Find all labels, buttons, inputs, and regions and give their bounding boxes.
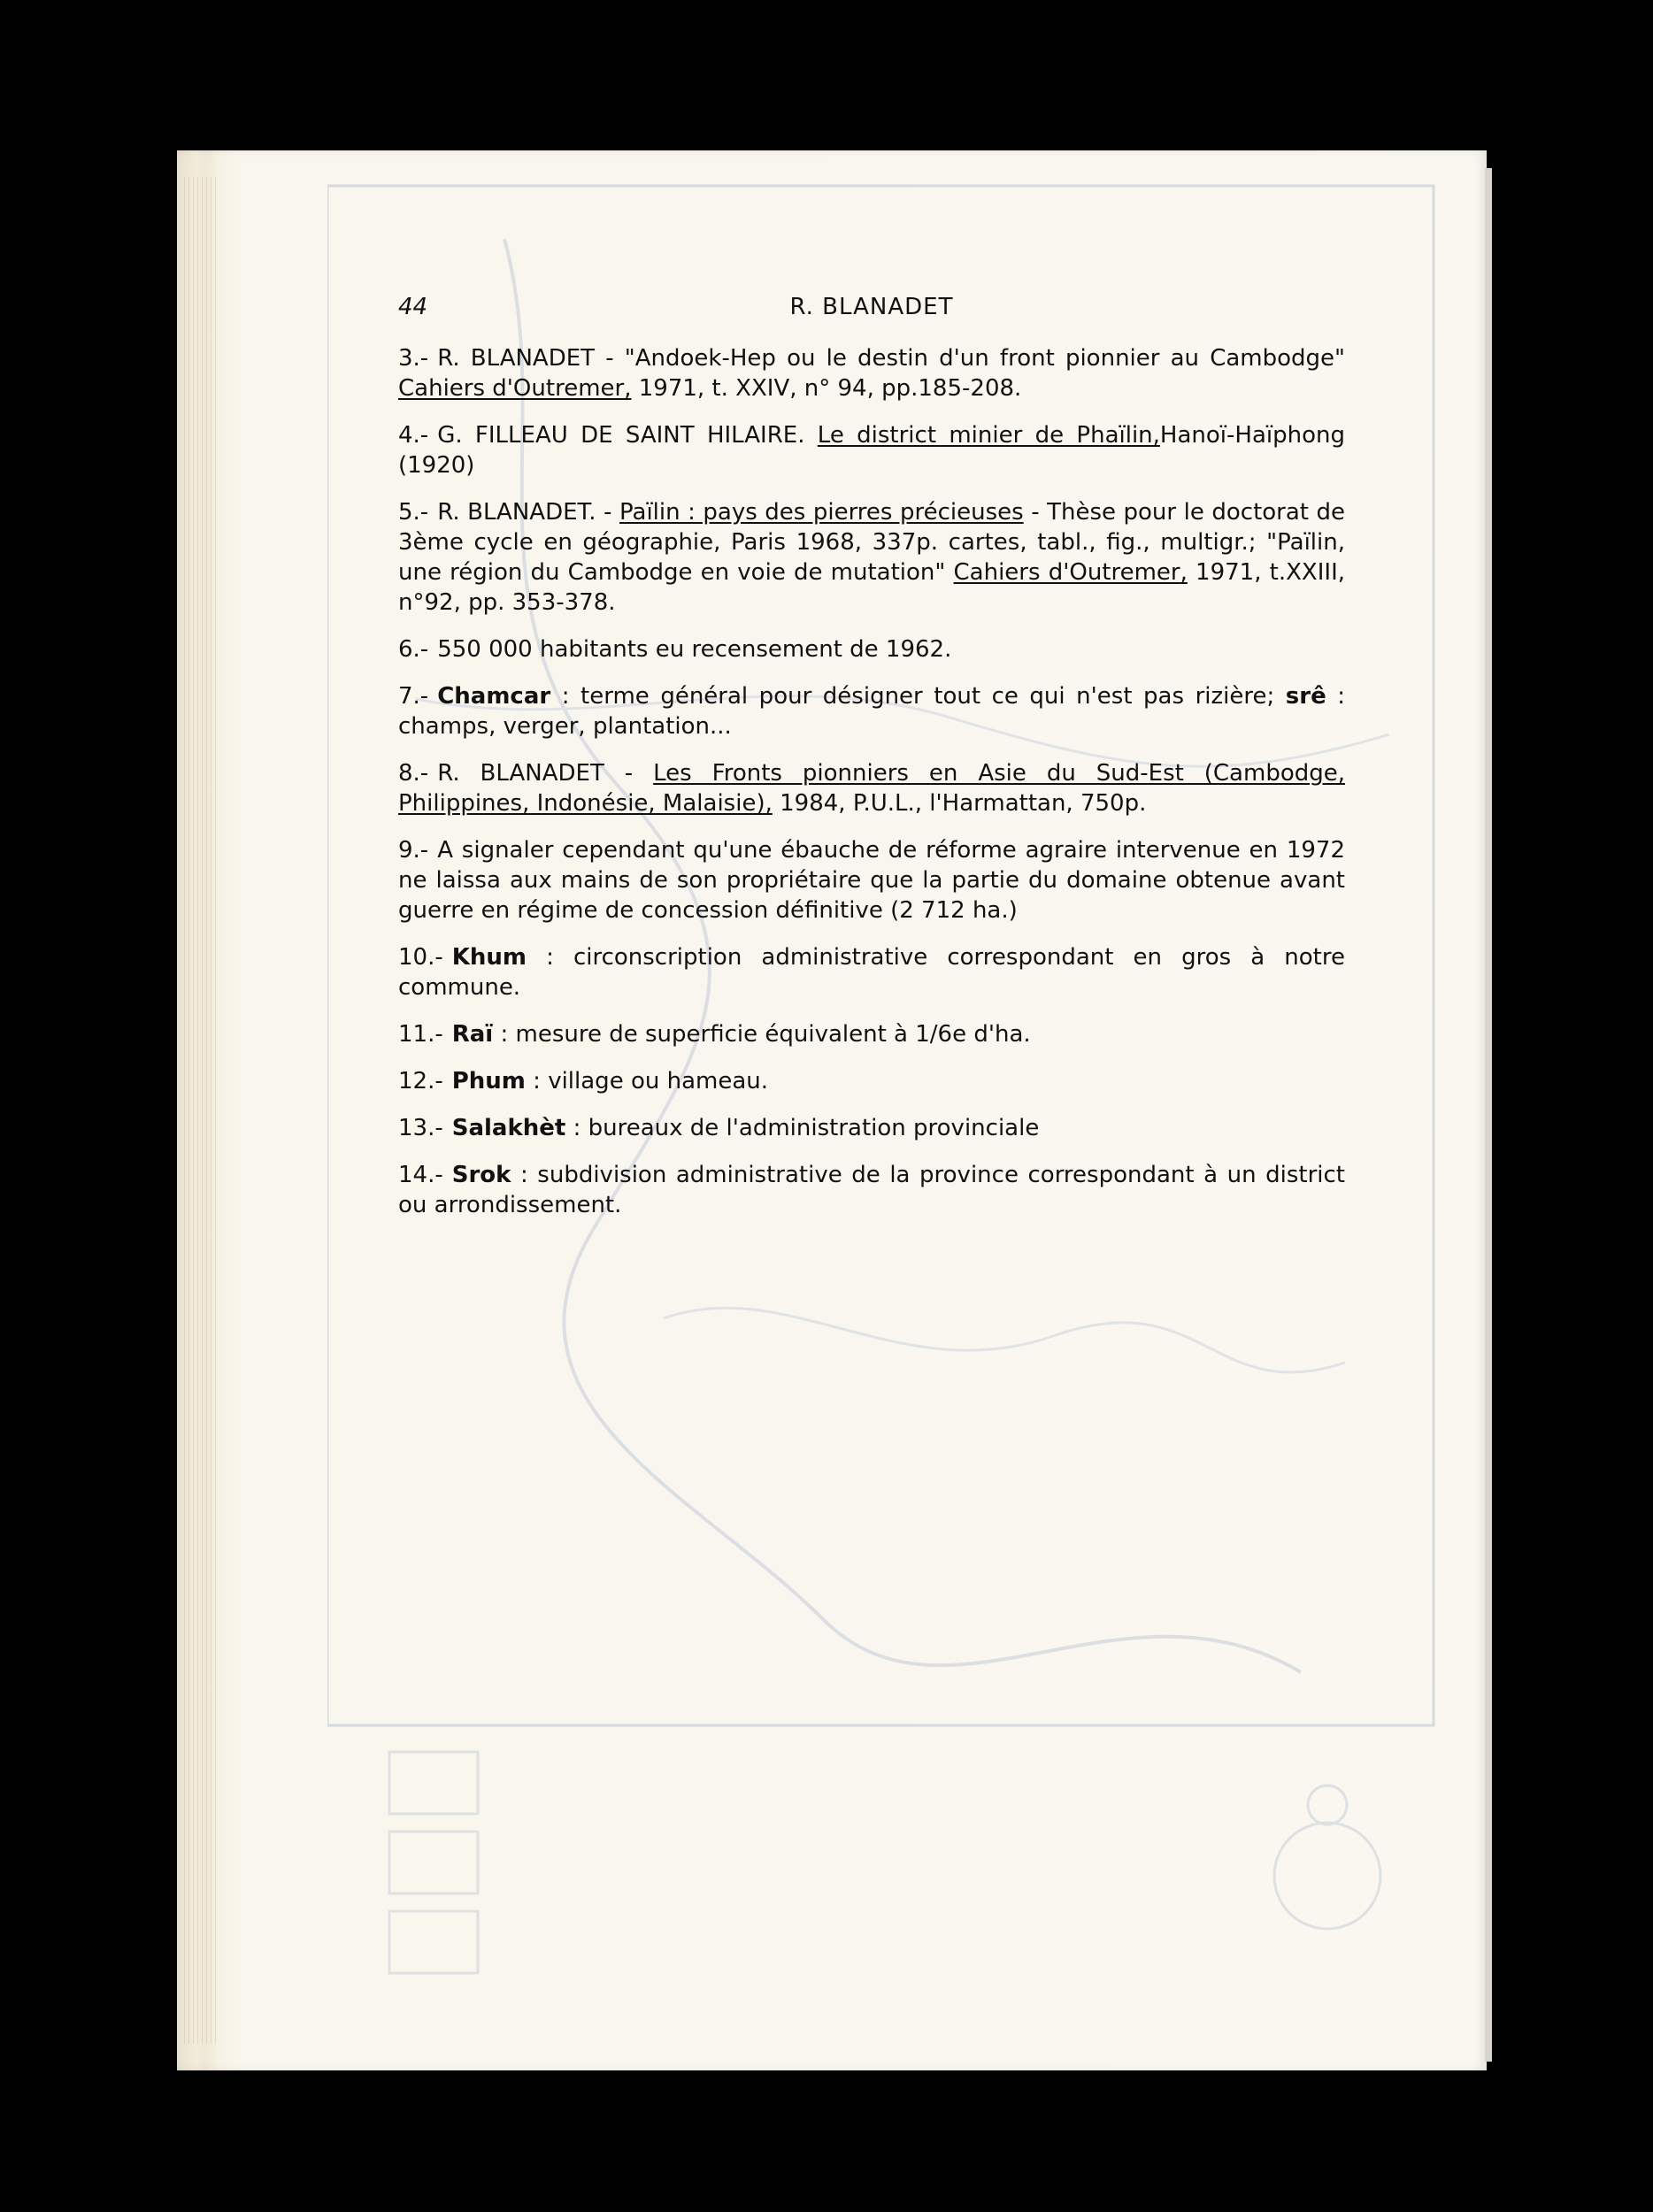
note-text: R. BLANADET - "Andoek-Hep ou le destin d'un front pionnier au Cambodge" [437,345,1345,372]
note-text: : mesure de superficie équivalent à 1/6e d'ha. [493,1021,1031,1048]
note-text: 1984, P.U.L., l'Harmattan, 750p. [772,790,1147,817]
note-4 [398,420,1345,480]
note-citation-title: Cahiers d'Outremer, [398,375,632,402]
note-number: 4.- [398,422,429,449]
note-7 [398,681,1345,741]
note-text: R. BLANADET. - [437,499,619,526]
page-number: 44 [398,294,428,320]
note-3 [398,343,1345,403]
note-11 [398,1019,1345,1049]
note-9 [398,835,1345,926]
note-10 [398,942,1345,1002]
note-text: - Thèse pour le doctorat de 3ème cycle en géographie, Paris 1968, 337p. cartes, tabl., fig., multigr.; "Païlin, une région du Cambodge en voie de mutation" [398,499,1346,586]
note-text: G. FILLEAU DE SAINT HILAIRE. [437,422,818,449]
note-5 [398,497,1345,618]
note-14 [398,1160,1345,1220]
note-6 [398,634,1345,664]
note-text: : subdivision administrative de la province correspondant à un district ou arrondissement. [398,1162,1345,1218]
note-text: 1971, t. XXIV, n° 94, pp.185-208. [631,375,1022,402]
note-number: 6.- [398,636,429,663]
note-text: : village ou hameau. [525,1068,769,1094]
note-13 [398,1113,1345,1143]
note-number: 11.- [398,1021,443,1048]
note-number: 10.- [398,944,443,971]
note-number: 9.- [398,837,429,864]
note-citation-title: Cahiers d'Outremer, [953,559,1188,586]
note-8 [398,758,1345,818]
note-citation-title: Païlin : pays des pierres précieuses [619,499,1024,526]
note-number: 8.- [398,760,429,787]
note-citation-title: Le district minier de Phaïlin, [817,422,1160,449]
note-citation-title: Les Fronts pionniers en Asie du Sud-Est (Cambodge, Philippines, Indonésie, Malaisie), [398,760,1345,817]
note-text: 1971, t.XXIII, n°92, pp. 353-378. [398,559,1346,616]
page-header [398,292,1345,331]
glossary-term: Raï [451,1021,494,1048]
note-number: 7.- [398,683,429,710]
notes-text-block [398,292,1345,1237]
note-12 [398,1066,1345,1096]
page-edge [1485,168,1492,2062]
note-text: : bureaux de l'administration provinciale [565,1115,1040,1141]
glossary-term: Salakhèt [451,1115,566,1141]
note-text: : circonscription administrative correspondant en gros à notre commune. [398,944,1345,1001]
note-number: 3.- [398,345,429,372]
note-number: 12.- [398,1068,443,1094]
glossary-term: Phum [451,1068,526,1094]
note-text: R. BLANADET - [437,760,654,787]
note-number: 14.- [398,1162,443,1188]
glossary-term: srê [1285,683,1326,710]
note-number: 5.- [398,499,429,526]
note-text: : champs, verger, plantation... [398,683,1345,740]
note-number: 13.- [398,1115,443,1141]
note-text: 550 000 habitants eu recensement de 1962. [437,636,952,663]
running-head: R. BLANADET [789,294,954,320]
note-text: A signaler cependant qu'une ébauche de réforme agraire intervenue en 1972 ne laissa aux mains de son propriétaire que la partie du domaine obtenue avant guerre en régime de concession définitive (2 712 ha.) [398,837,1345,924]
note-text: Hanoï-Haïphong (1920) [398,422,1345,479]
note-text: : terme général pour désigner tout ce qui n'est pas rizière; [550,683,1286,710]
glossary-term: Srok [451,1162,511,1188]
glossary-term: Chamcar [437,683,551,710]
glossary-term: Khum [451,944,527,971]
